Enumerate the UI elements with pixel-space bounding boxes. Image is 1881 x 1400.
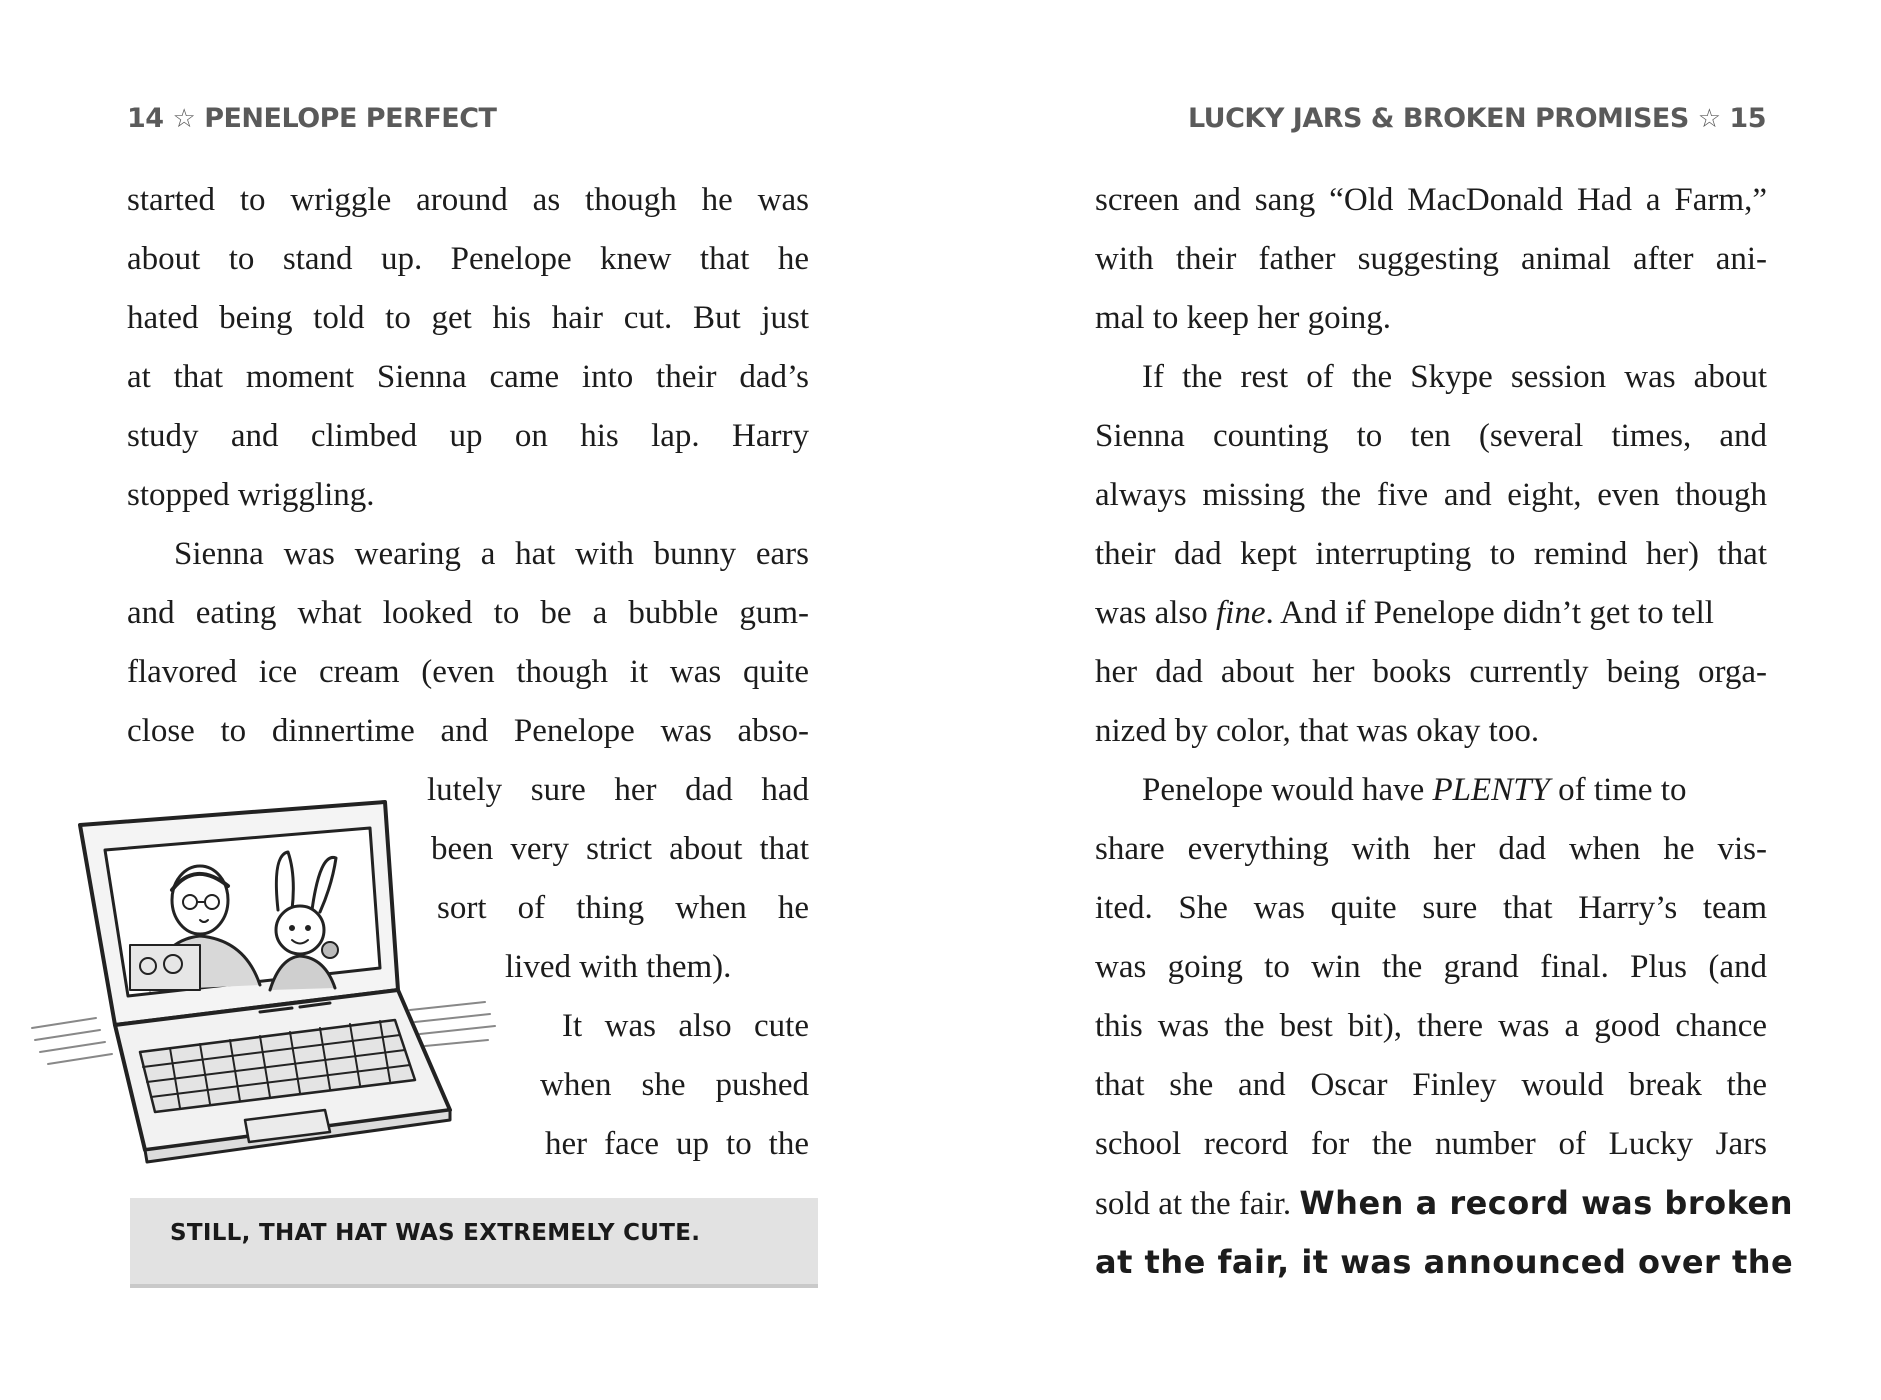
text-line: about to stand up. Penelope knew that he — [127, 241, 809, 277]
text-line: been very strict about that — [431, 831, 809, 867]
text-line: mal to keep her going. — [1095, 300, 1392, 336]
laptop-illustration — [30, 790, 500, 1170]
text-line: share everything with her dad when he vis- — [1095, 831, 1767, 867]
book-title: PENELOPE PERFECT — [204, 103, 497, 134]
text-line: Sienna was wearing a hat with bunny ears — [174, 536, 809, 572]
text-line — [1142, 761, 1767, 820]
text-line: hated being told to get his hair cut. But just — [127, 300, 809, 336]
emphasis-text: PLENTY — [1432, 772, 1550, 808]
text-line — [1095, 1174, 1793, 1233]
text-line: lutely sure her dad had — [427, 772, 809, 808]
text-line: started to wriggle around as though he was — [127, 182, 809, 218]
text-line: school record for the number of Lucky Jars — [1095, 1126, 1767, 1162]
text-span: sold at the fair. — [1095, 1186, 1292, 1222]
text-line: at that moment Sienna came into their dad’s — [127, 359, 809, 395]
text-line: lived with them). — [505, 949, 732, 985]
handwritten-text-line: at the fair, it was announced over the — [1095, 1243, 1794, 1281]
page-number: 14 — [127, 103, 164, 134]
text-span: was also — [1095, 595, 1208, 631]
emphasis-text: fine — [1215, 595, 1266, 631]
page-number: 15 — [1729, 103, 1766, 134]
text-line: If the rest of the Skype session was about — [1142, 359, 1767, 395]
text-line: ited. She was quite sure that Harry’s team — [1095, 890, 1767, 926]
text-line: screen and sang “Old MacDonald Had a Farm,” — [1095, 182, 1767, 218]
right-page — [940, 0, 1881, 1400]
text-line: her dad about her books currently being orga- — [1095, 654, 1767, 690]
text-line: when she pushed — [540, 1067, 809, 1103]
star-icon: ☆ — [1697, 104, 1721, 134]
star-icon: ☆ — [172, 104, 196, 134]
text-line: was going to win the grand final. Plus (and — [1095, 949, 1767, 985]
text-line: sort of thing when he — [437, 890, 809, 926]
text-line: with their father suggesting animal after ani- — [1095, 241, 1767, 277]
text-line: their dad kept interrupting to remind her) that — [1095, 536, 1767, 572]
caption-bar — [130, 1198, 818, 1284]
text-line: stopped wriggling. — [127, 477, 375, 513]
text-line: her face up to the — [545, 1126, 809, 1162]
text-line: and eating what looked to be a bubble gum- — [127, 595, 809, 631]
text-line — [1095, 584, 1767, 643]
text-line: always missing the five and eight, even though — [1095, 477, 1767, 513]
text-line: study and climbed up on his lap. Harry — [127, 418, 809, 454]
text-line: Sienna counting to ten (several times, and — [1095, 418, 1767, 454]
left-running-head — [127, 102, 496, 136]
handwritten-text: When a record was broken — [1299, 1184, 1793, 1222]
caption-text: STILL, THAT HAT WAS EXTREMELY CUTE. — [170, 1220, 701, 1246]
left-page — [0, 0, 940, 1400]
text-line: flavored ice cream (even though it was quite — [127, 654, 809, 690]
text-line: It was also cute — [562, 1008, 809, 1044]
text-line: this was the best bit), there was a good chance — [1095, 1008, 1767, 1044]
text-span: of time to — [1558, 772, 1687, 808]
chapter-title: LUCKY JARS & BROKEN PROMISES — [1187, 103, 1689, 134]
text-span: Penelope would have — [1142, 772, 1425, 808]
text-line: nized by color, that was okay too. — [1095, 713, 1540, 749]
text-line: close to dinnertime and Penelope was abso- — [127, 713, 809, 749]
text-line: that she and Oscar Finley would break the — [1095, 1067, 1767, 1103]
text-span: . And if Penelope didn’t get to tell — [1265, 595, 1714, 631]
right-running-head — [1188, 102, 1766, 136]
